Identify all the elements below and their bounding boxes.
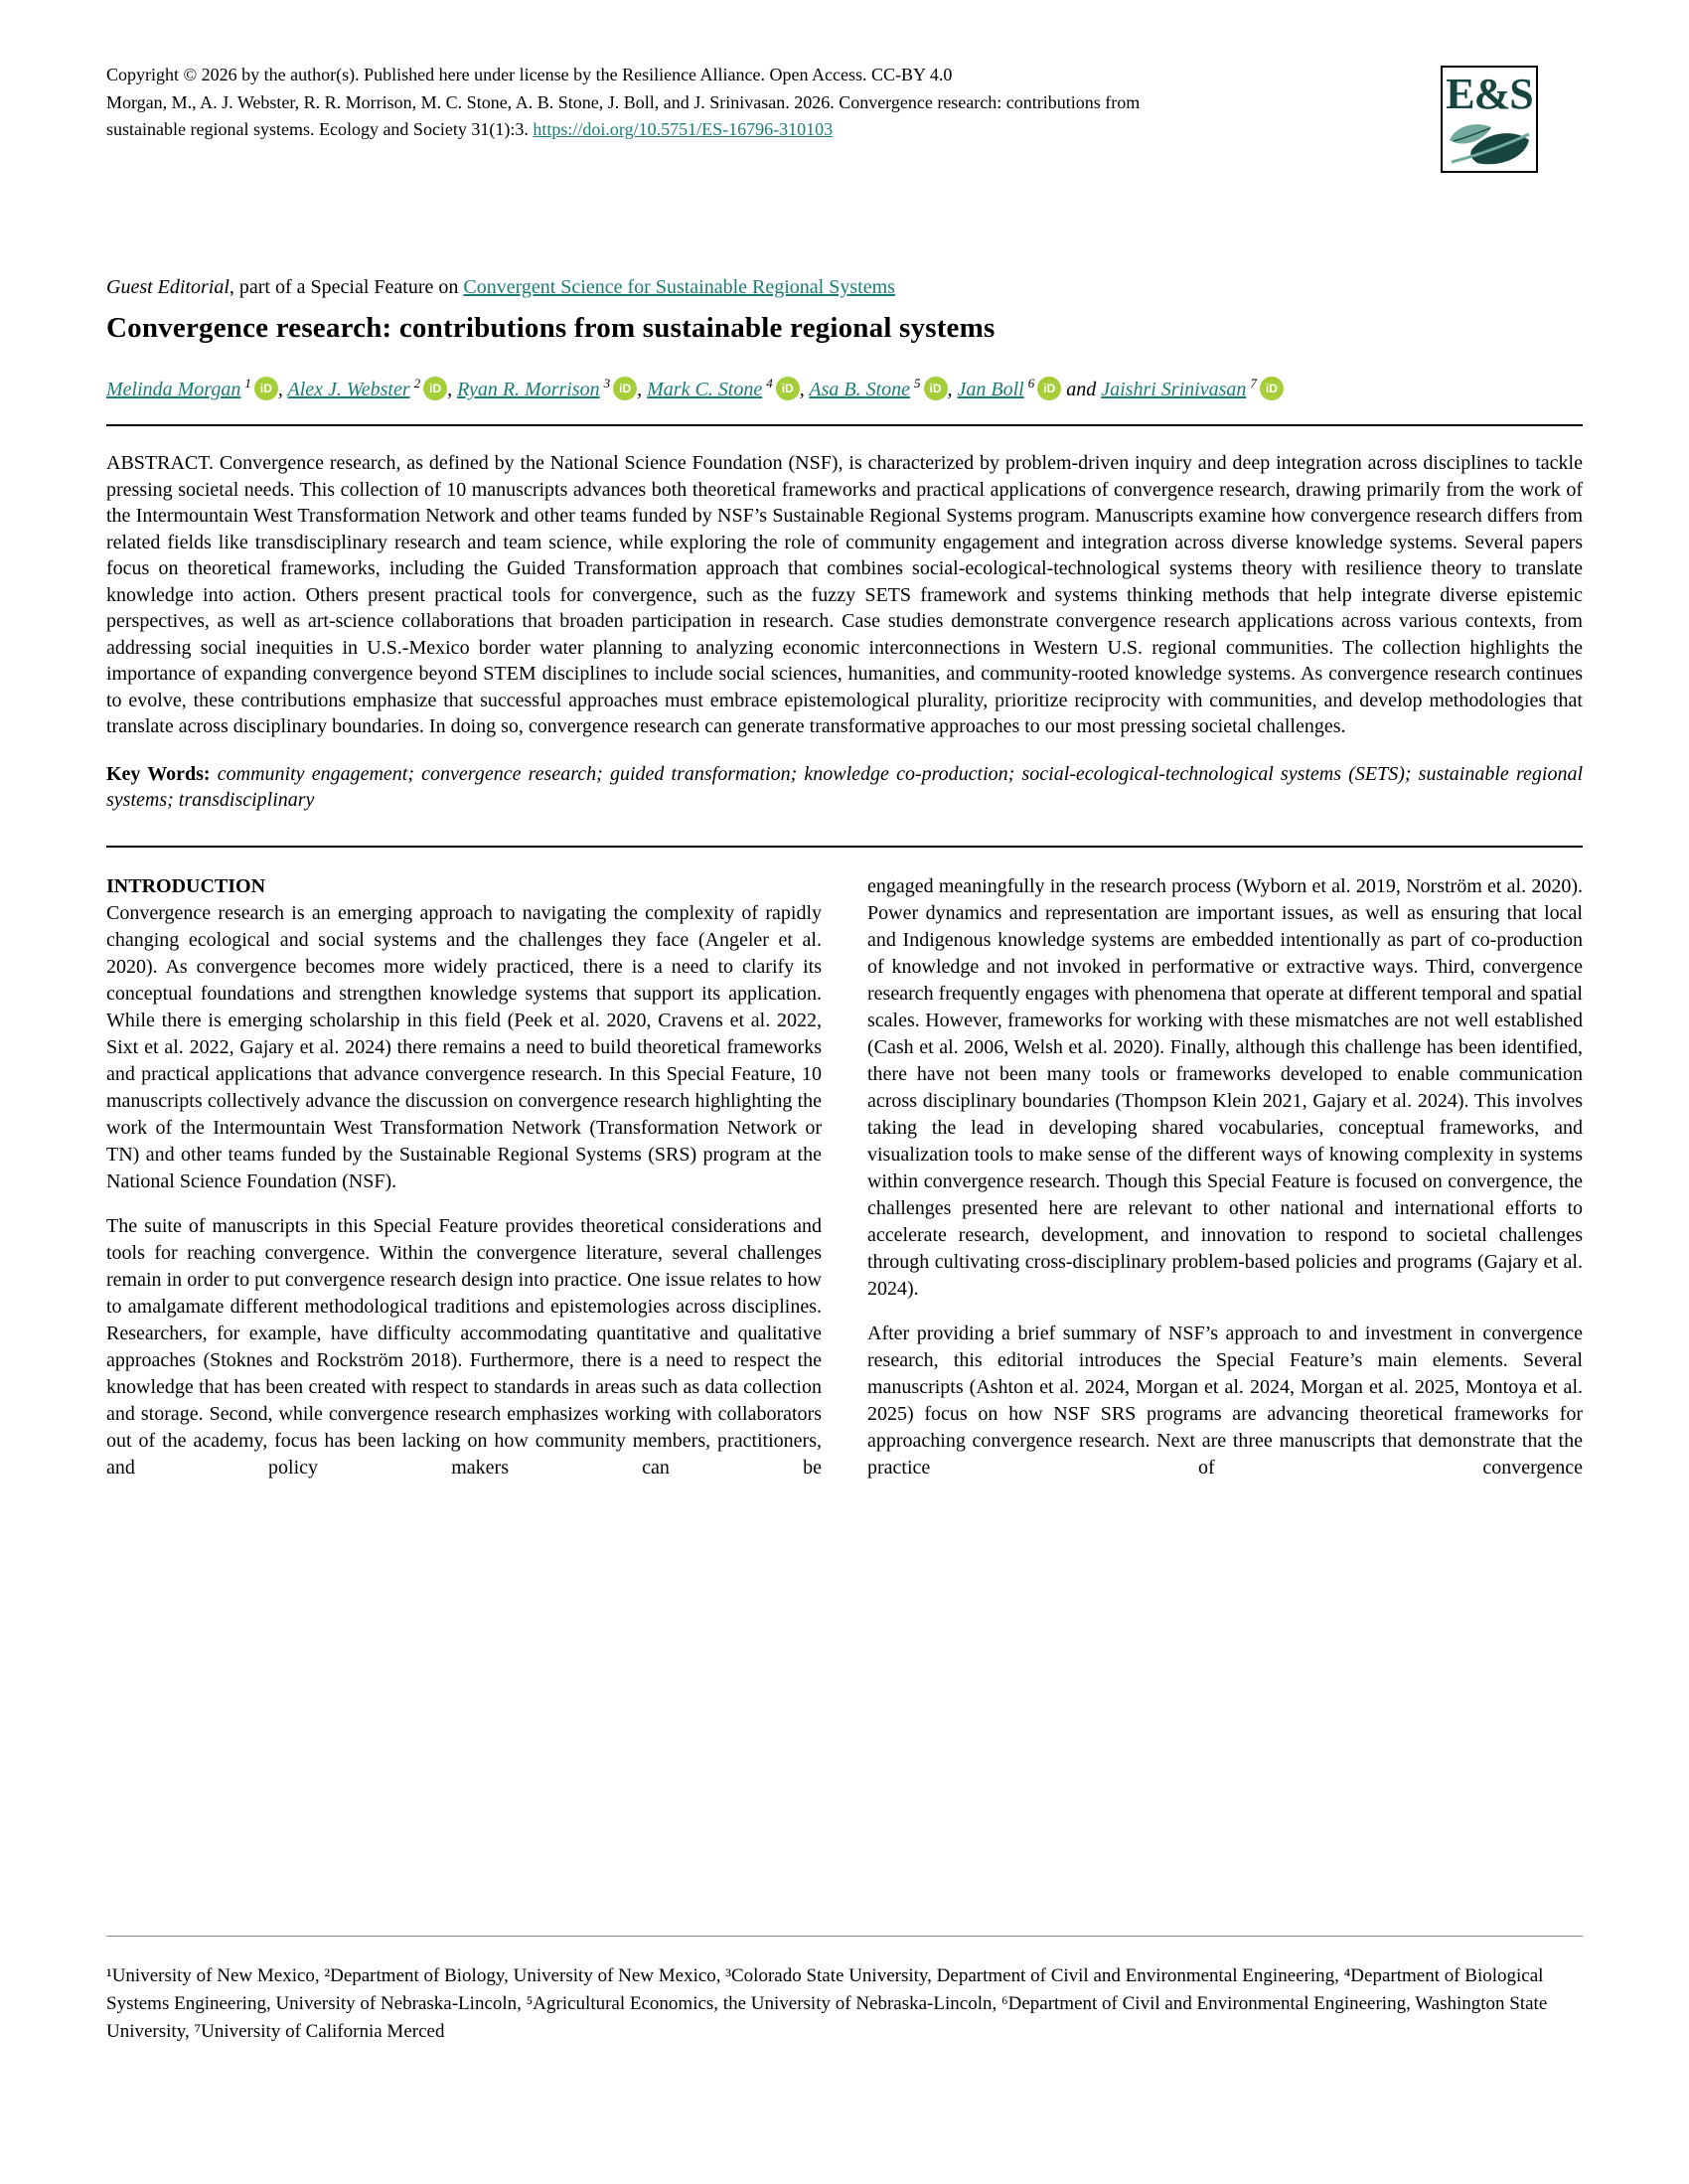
- page-title: Convergence research: contributions from sustainable regional systems: [106, 312, 996, 344]
- author-superscript: 2: [413, 376, 421, 391]
- author-separator: ,: [947, 379, 958, 401]
- orcid-icon[interactable]: iD: [1037, 377, 1061, 400]
- author: [106, 376, 288, 401]
- author-list: [106, 365, 1583, 408]
- author-superscript: 6: [1027, 376, 1035, 391]
- body-paragraph: After providing a brief summary of NSF’s approach to and investment in convergence research, this editorial introduces the Special Feature’s main elements. Several manuscripts (Ashton et al. 2024, Morgan et al. 2024, Morgan et al. 2025, Montoya et al. 2025) focus on how NSF SRS programs are advancing theoretical frameworks for approaching convergence research. Next are three manuscripts that demonstrate that the practice of convergence: [867, 1322, 1583, 1479]
- orcid-icon[interactable]: iD: [613, 377, 637, 400]
- author-superscript: 3: [603, 376, 611, 391]
- journal-logo: [1441, 66, 1538, 173]
- orcid-icon[interactable]: iD: [254, 377, 278, 400]
- author-link[interactable]: Asa B. Stone: [809, 379, 911, 401]
- orcid-icon[interactable]: iD: [423, 377, 447, 400]
- special-feature-link[interactable]: Convergent Science for Sustainable Regional Systems: [463, 276, 895, 298]
- body-paragraph: Convergence research is an emerging approach to navigating the complexity of rapidly changing ecological and social systems and the challenges they face (Angeler et al. 2020). As convergence becomes more widely practiced, there is a need to clarify its conceptual foundations and strengthen knowledge systems that support its application. While there is emerging scholarship in this field (Peek et al. 2020, Cravens et al. 2022, Sixt et al. 2022, Gajary et al. 2024) there remains a need to build theoretical frameworks and practical applications that advance convergence research. In this Special Feature, 10 manuscripts collectively advance the discussion on convergence research highlighting the work of the Intermountain West Transformation Network (Transformation Network or TN) and other teams funded by the Sustainable Regional Systems (SRS) program at the National Science Foundation (NSF).: [106, 901, 822, 1192]
- special-feature-line: [106, 274, 1583, 300]
- author: [647, 376, 810, 401]
- author-link[interactable]: Jaishri Srinivasan: [1101, 379, 1247, 401]
- special-feature-text: , part of a Special Feature on: [229, 276, 464, 298]
- keywords-text: community engagement; convergence research; guided transformation; knowledge co-production; social-ecological-technological systems (SETS); sustainable regional systems; transdisciplinary: [106, 762, 1583, 812]
- left-column: [106, 873, 822, 1770]
- orcid-icon[interactable]: iD: [924, 377, 948, 400]
- orcid-icon[interactable]: iD: [1260, 377, 1284, 400]
- orcid-icon[interactable]: iD: [776, 377, 800, 400]
- author-separator: ,: [799, 379, 810, 401]
- author-link[interactable]: Ryan R. Morrison: [457, 379, 600, 401]
- author-separator: and: [1061, 379, 1102, 401]
- journal-logo-text: E&S: [1446, 70, 1533, 118]
- affiliations-footnote: ¹University of New Mexico, ²Department of Biology, University of New Mexico, ³Colorado State University, Department of Civil and Environmental Engineering, ⁴Department of Biological Systems Engineering, University of Nebraska-Lincoln, ⁵Agricultural Economics, the University of Nebraska-Lincoln, ⁶Department of Civil and Environmental Engineering, Washington State University, ⁷University of California Merced: [106, 1965, 1548, 2042]
- author-link[interactable]: Alex J. Webster: [287, 379, 410, 401]
- doi-link[interactable]: https://doi.org/10.5751/ES-16796-310103: [533, 119, 834, 139]
- author-link[interactable]: Jan Boll: [957, 379, 1024, 401]
- body-paragraph: The suite of manuscripts in this Special Feature provides theoretical considerations and tools for reaching convergence. Within the convergence literature, several challenges remain in order to put convergence research design into practice. One issue relates to how to amalgamate different methodological traditions and epistemologies across disciplines. Researchers, for example, have difficulty accommodating quantitative and qualitative approaches (Stoknes and Rockström 2018). Furthermore, there is a need to respect the knowledge that has been created with respect to standards in areas such as data collection and storage. Second, while convergence research emphasizes working with collaborators out of the academy, focus has been lacking on how community members, practitioners, and policy makers can be: [106, 1214, 822, 1479]
- author: [809, 376, 958, 401]
- author-superscript: 7: [1250, 376, 1257, 391]
- author-link[interactable]: Melinda Morgan: [106, 379, 241, 401]
- keywords-label: Key Words:: [106, 762, 218, 785]
- keywords: [106, 761, 1583, 814]
- guest-editorial-label: Guest Editorial: [106, 276, 230, 298]
- footer: [106, 1936, 1583, 2046]
- leaf-icon: [1446, 118, 1533, 168]
- author-superscript: 5: [914, 376, 921, 391]
- author: [1101, 376, 1284, 401]
- abstract-label: ABSTRACT.: [106, 452, 214, 475]
- author-superscript: 4: [766, 376, 773, 391]
- author-separator: ,: [447, 379, 458, 401]
- author: [957, 376, 1102, 401]
- citation-line: [106, 89, 1174, 144]
- right-column: [867, 873, 1583, 1770]
- section-heading-introduction: INTRODUCTION: [106, 874, 266, 897]
- abstract-text: Convergence research, as defined by the National Science Foundation (NSF), is characterized by problem-driven inquiry and deep integration across disciplines to tackle pressing societal needs. This collection of 10 manuscripts advances both theoretical frameworks and practical applications of convergence research, drawing primarily from the work of the Intermountain West Transformation Network and other teams funded by NSF’s Sustainable Regional Systems program. Manuscripts examine how convergence research differs from related fields like transdisciplinary research and team science, while exploring the role of community engagement and integration across diverse knowledge systems. Several papers focus on theoretical frameworks, including the Guided Transformation approach that combines social-ecological-technological systems theory with resilience theory to translate knowledge into action. Others present practical tools for convergence, such as the fuzzy SETS framework and systems thinking methods that help integrate diverse epistemic perspectives, as well as art-science collaborations that broaden participation in research. Case studies demonstrate convergence research applications across various contexts, from addressing social inequities in U.S.-Mexico border water planning to analyzing economic interconnections in Western U.S. regional communities. The collection highlights the importance of expanding convergence beyond STEM disciplines to include social sciences, humanities, and community-rooted knowledge systems. As convergence research continues to evolve, these contributions emphasize that successful approaches must embrace epistemological plurality, prioritize reciprocity with communities, and develop methodologies that translate across disciplinary boundaries. In doing so, convergence research can generate transformative approaches to our most pressing societal challenges.: [106, 452, 1583, 738]
- header: [106, 62, 1583, 179]
- copyright-line: Copyright © 2026 by the author(s). Published here under license by the Resilience Alliance. Open Access. CC-BY 4.0: [106, 65, 953, 84]
- citation-text: Morgan, M., A. J. Webster, R. R. Morrison, M. C. Stone, A. B. Stone, J. Boll, and J. Srinivasan. 2026. Convergence research: contributions from sustainable regional systems. Ecology and Society 31(1):3.: [106, 91, 1141, 139]
- divider: [106, 846, 1583, 848]
- author: [287, 376, 458, 401]
- divider: [106, 424, 1583, 426]
- abstract: [106, 450, 1583, 740]
- author-separator: ,: [277, 379, 288, 401]
- header-text: [106, 62, 1174, 144]
- author-separator: ,: [637, 379, 648, 401]
- author-superscript: 1: [244, 376, 251, 391]
- body-paragraph: engaged meaningfully in the research process (Wyborn et al. 2019, Norström et al. 2020). Power dynamics and representation are important issues, as well as ensuring that local and Indigenous knowledge systems are embedded intentionally as part of co-production of knowledge and not invoked in performative or extractive ways. Third, convergence research frequently engages with phenomena that operate at different temporal and spatial scales. However, frameworks for working with these mismatches are not well established (Cash et al. 2006, Welsh et al. 2020). Finally, although this challenge has been identified, there have not been many tools or frameworks developed to enable communication across disciplinary boundaries (Thompson Klein 2021, Gajary et al. 2024). This involves taking the lead in developing shared vocabularies, conceptual frameworks, and visualization tools to make sense of the different ways of knowing complexity in systems within convergence research. Though this Special Feature is focused on convergence, the challenges presented here are relevant to other national and international efforts to accelerate research, development, and innovation to respond to societal challenges through cultivating cross-disciplinary problem-based policies and programs (Gajary et al. 2024).: [867, 874, 1583, 1300]
- author-link[interactable]: Mark C. Stone: [647, 379, 763, 401]
- body-columns: [106, 873, 1583, 1770]
- author: [457, 376, 648, 401]
